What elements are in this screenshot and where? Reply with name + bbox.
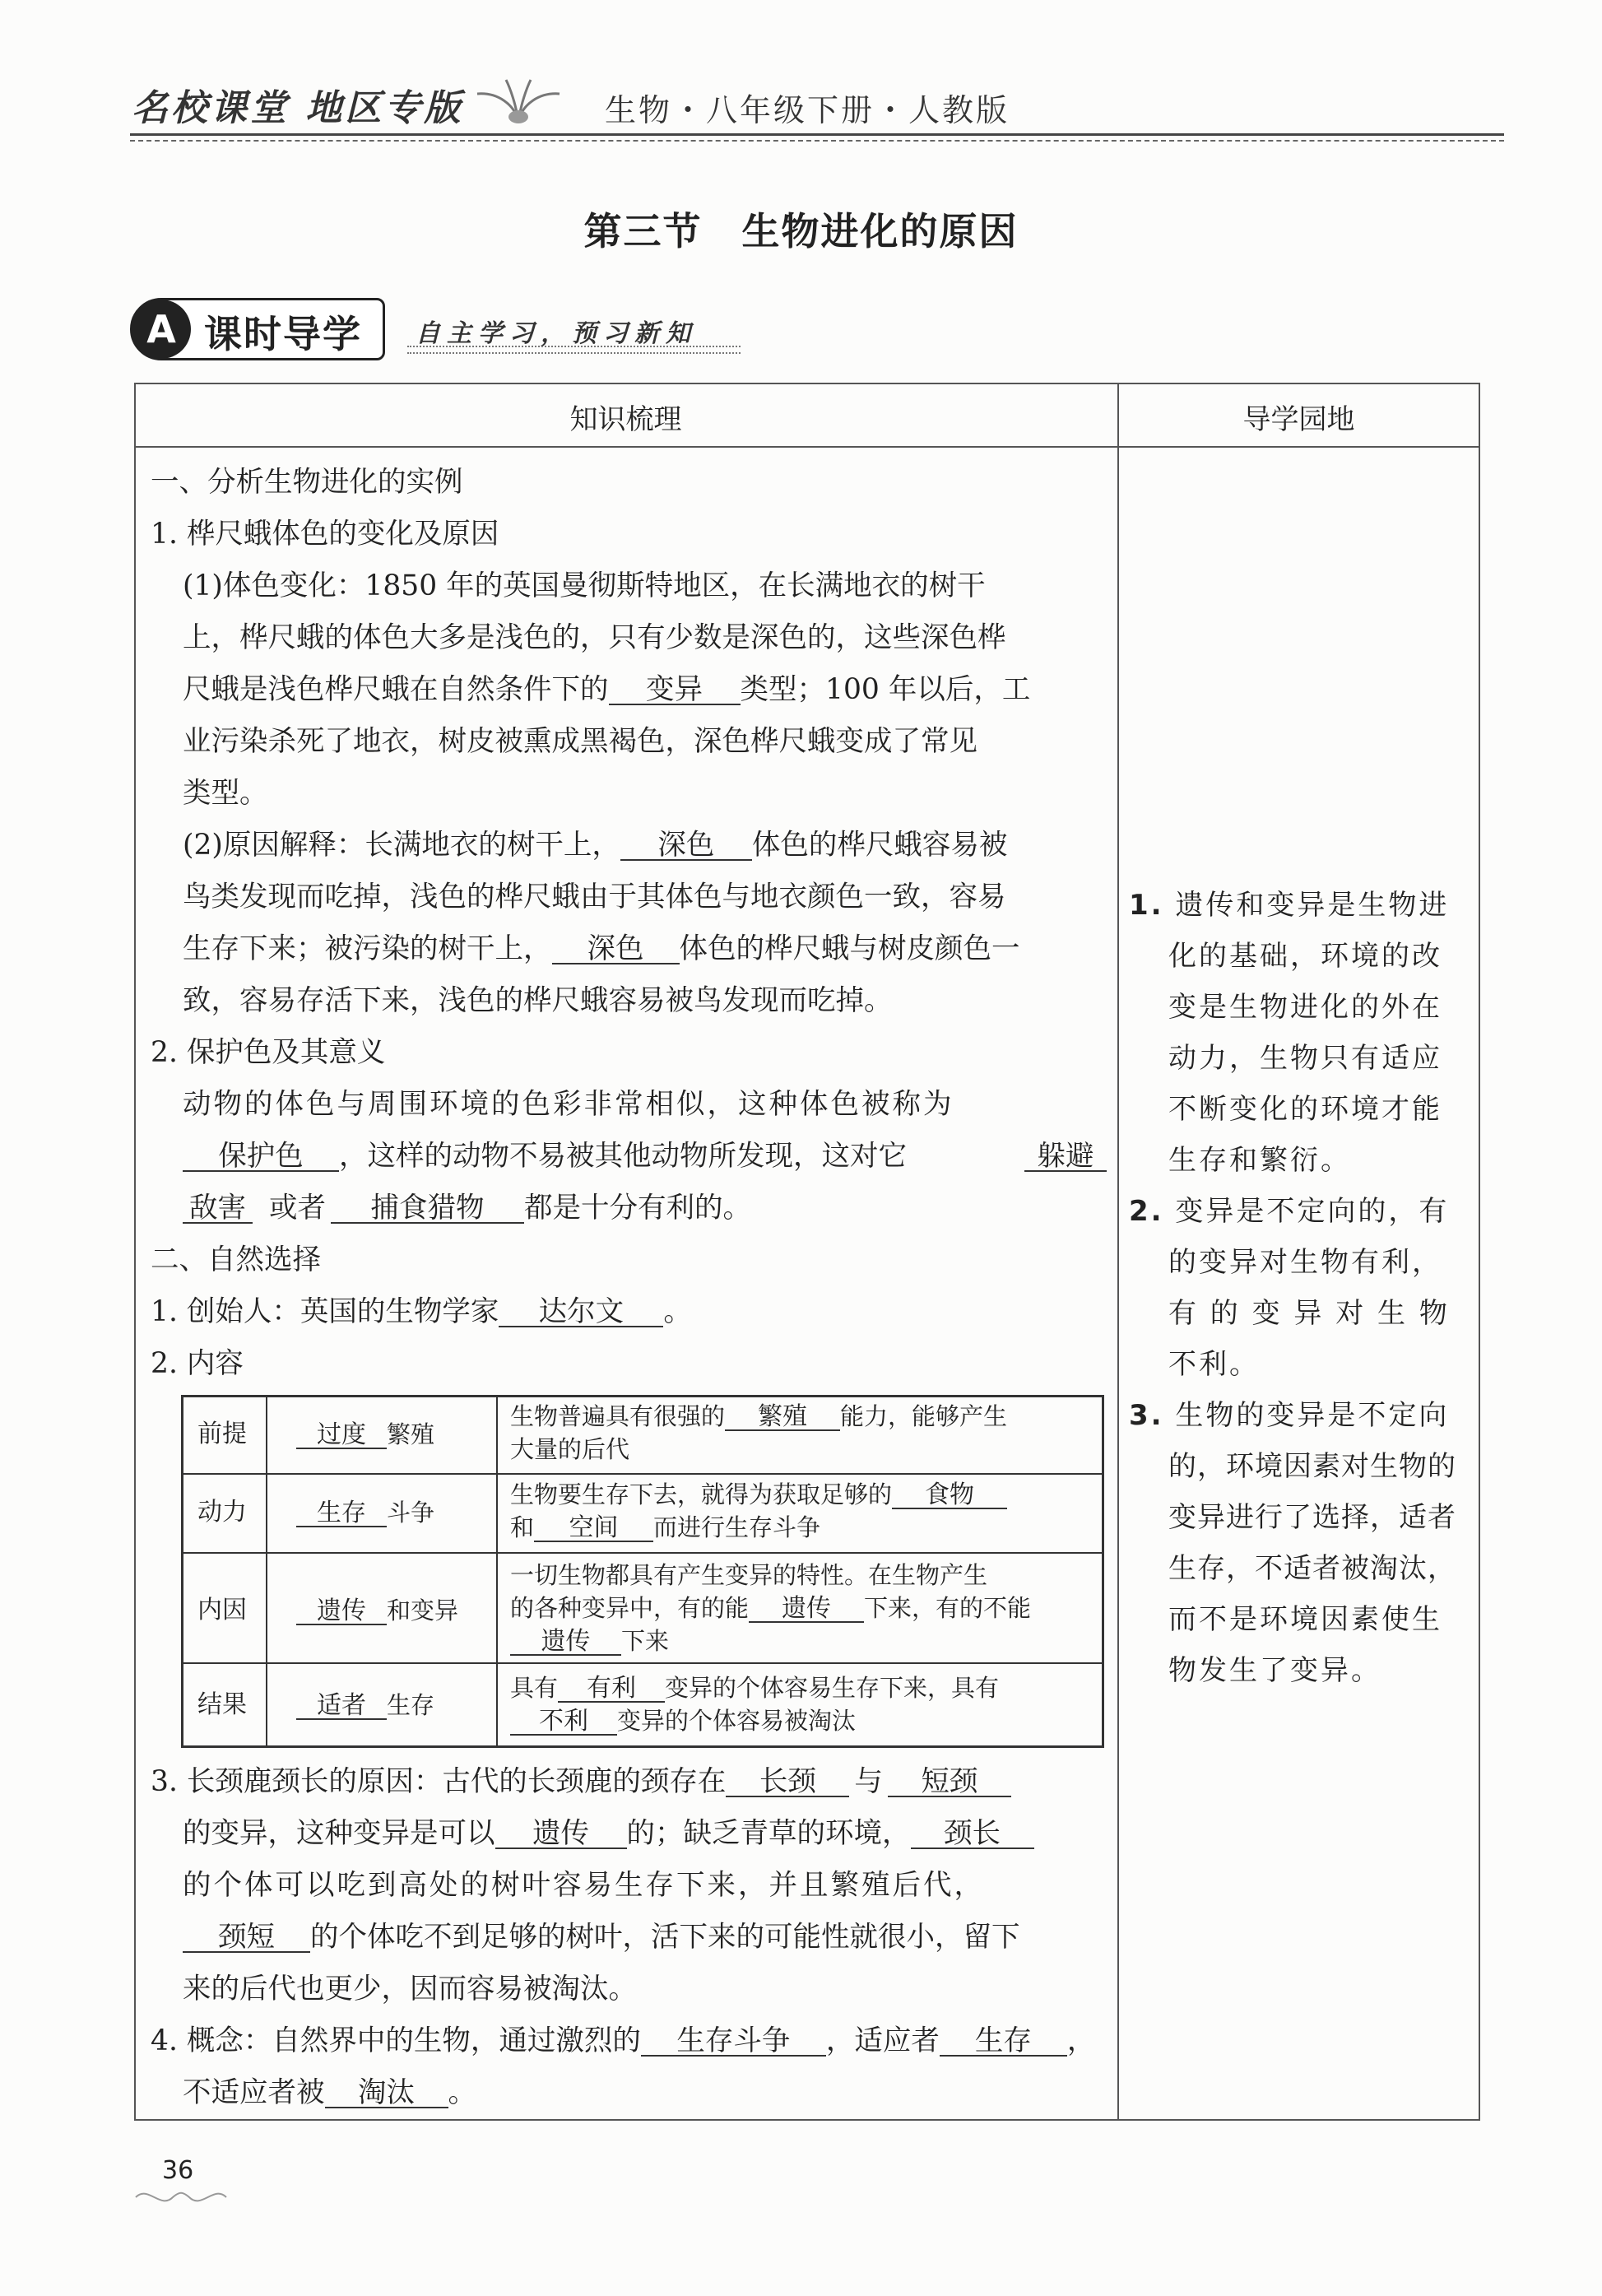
answer-blank: 适者: [296, 1694, 387, 1720]
row-divider: [181, 1662, 1104, 1664]
text-line: 保护色 ，这样的动物不易被其他动物所发现，这对它: [183, 1140, 907, 1173]
text-line: 敌害 或者 捕食猎物 都是十分有利的。: [183, 1192, 751, 1225]
row-desc: 和 空间 而进行生存斗争: [510, 1513, 821, 1542]
note-1: 1. 遗传和变异是生物进: [1129, 889, 1450, 922]
header-rule: [130, 133, 1504, 136]
col-divider: [266, 1395, 267, 1748]
note-line: 化的基础，环境的改: [1168, 940, 1442, 973]
note-line: 动力，生物只有适应: [1168, 1042, 1442, 1075]
row-term: 遗传 和变异: [296, 1595, 458, 1626]
text-line: 的个体可以吃到高处的树叶容易生存下来，并且繁殖后代，: [183, 1869, 985, 1902]
answer-blank: 遗传: [296, 1599, 387, 1625]
answer-blank: 不利: [510, 1709, 617, 1736]
answer-blank: 敌害: [183, 1194, 253, 1224]
text-line: 致，容易存活下来，浅色的桦尺蛾容易被鸟发现而吃掉。: [183, 984, 893, 1017]
row-desc: 遗传 下来: [510, 1625, 669, 1657]
table-header-rule: [134, 446, 1480, 448]
answer-blank: 遗传: [749, 1597, 864, 1623]
text-line: 生存下来；被污染的树干上， 深色 体色的桦尺蛾与树皮颜色一: [183, 932, 1020, 965]
answer-blank: 生存斗争: [641, 2027, 826, 2057]
text-line: 1. 创始人：英国的生物学家 达尔文 。: [151, 1295, 692, 1328]
note-line: 物发生了变异。: [1168, 1654, 1381, 1687]
text-line: 尺蛾是浅色桦尺蛾在自然条件下的 变异 类型；100 年以后，工: [183, 673, 1031, 706]
subsection-title: 1. 桦尺蛾体色的变化及原因: [151, 518, 499, 551]
column-header-knowledge: 知识梳理: [569, 403, 682, 436]
leaf-ornament-icon: [473, 76, 564, 128]
answer-blank: 达尔文: [499, 1298, 663, 1327]
row-desc: 具有 有利 变异的个体容易生存下来，具有: [510, 1674, 1000, 1703]
subsection-title: 2. 保护色及其意义: [151, 1036, 386, 1069]
text-line: 3. 长颈鹿颈长的原因：古代的长颈鹿的颈存在 长颈 与 短颈: [151, 1765, 1011, 1798]
note-line: 生存，不适者被淘汰，: [1168, 1552, 1456, 1585]
answer-blank: 深色: [552, 935, 680, 964]
text-line: 类型。: [183, 777, 268, 810]
text-line: 来的后代也更少，因而容易被淘汰。: [183, 1973, 637, 2006]
answer-blank: 有利: [558, 1676, 665, 1703]
row-desc: 生物普遍具有很强的 繁殖 能力，能够产生: [510, 1402, 1008, 1431]
answer-blank: 长颈: [726, 1768, 849, 1797]
note-line: 生存和繁衍。: [1168, 1144, 1351, 1177]
note-line: 而不是环境因素使生: [1168, 1603, 1442, 1636]
text-line: 鸟类发现而吃掉，浅色的桦尺蛾由于其体色与地衣颜色一致，容易: [183, 881, 1006, 913]
row-header: 动力: [197, 1498, 247, 1527]
text-line: 业污染杀死了地衣，树皮被熏成黑褐色，深色桦尺蛾变成了常见: [183, 725, 977, 758]
section-heading: 二、自然选择: [151, 1243, 321, 1276]
series-name: 名校课堂 地区专版: [132, 87, 464, 129]
page-number: 36: [162, 2156, 194, 2185]
subsection-title: 2. 内容: [151, 1347, 244, 1380]
answer-blank: 过度: [296, 1423, 387, 1449]
row-desc: 一切生物都具有产生变异的特性。在生物产生: [510, 1561, 988, 1589]
row-header: 内因: [197, 1596, 247, 1624]
column-header-guide: 导学园地: [1242, 403, 1355, 436]
row-desc: 不利 变异的个体容易被淘汰: [510, 1705, 856, 1736]
banner-dotted-rule: [407, 346, 741, 347]
table-divider: [1117, 383, 1119, 2121]
answer-blank: 食物: [892, 1483, 1007, 1509]
text-line: 不适应者被 淘汰 。: [183, 2076, 476, 2109]
page-title: 第三节 生物进化的原因: [583, 209, 1019, 253]
row-desc: 生物要生存下去，就得为获取足够的 食物: [510, 1479, 1007, 1510]
text-line: 动物的体色与周围环境的色彩非常相似，这种体色被称为: [183, 1088, 954, 1121]
answer-blank: 生存: [296, 1501, 387, 1527]
answer-blank: 遗传: [495, 1820, 627, 1849]
answer-blank: 颈短: [183, 1923, 310, 1953]
row-header: 前提: [197, 1420, 247, 1448]
text-line: 颈短 的个体吃不到足够的树叶，活下来的可能性就很小，留下: [183, 1921, 1020, 1954]
col-divider: [496, 1395, 498, 1748]
text-line: 4. 概念：自然界中的生物，通过激烈的 生存斗争 ，适应者 生存 ，: [151, 2024, 1096, 2057]
note-line: 不利。: [1168, 1348, 1260, 1381]
section-heading: 一、分析生物进化的实例: [151, 466, 463, 499]
answer-blank: 躲避: [1024, 1142, 1107, 1172]
header-dashed-rule: [130, 140, 1504, 142]
note-3: 3. 生物的变异是不定向: [1129, 1399, 1450, 1432]
note-2: 2. 变异是不定向的，有: [1129, 1195, 1450, 1228]
answer-blank: 保护色: [183, 1142, 339, 1172]
answer-blank: 深色: [620, 831, 752, 861]
note-line: 的变异对生物有利，: [1168, 1246, 1442, 1279]
text-line: (1)体色变化：1850 年的英国曼彻斯特地区，在长满地衣的树干: [183, 569, 986, 602]
section-title: 课时导学: [204, 312, 362, 356]
row-term: 过度 繁殖: [296, 1419, 434, 1450]
answer-blank: 繁殖: [725, 1405, 840, 1431]
answer-blank: 生存: [940, 2027, 1067, 2057]
note-line: 不断变化的环境才能: [1168, 1093, 1442, 1126]
banner-dotted-rule: [407, 352, 741, 354]
answer-blank: 遗传: [510, 1629, 621, 1656]
text-line: [1024, 1140, 1107, 1173]
answer-blank: 捕食猎物: [331, 1194, 524, 1224]
answer-blank: 空间: [534, 1516, 653, 1542]
answer-blank: 变异: [609, 676, 741, 705]
answer-blank: 淘汰: [325, 2079, 448, 2108]
section-letter: A: [132, 300, 191, 359]
text-line: 的变异，这种变异是可以 遗传 的；缺乏青草的环境， 颈长: [183, 1817, 1034, 1850]
row-term: 生存 斗争: [296, 1497, 434, 1528]
note-line: 变异进行了选择，适者: [1168, 1501, 1456, 1534]
text-line: 上，桦尺蛾的体色大多是浅色的，只有少数是深色的，这些深色桦: [183, 621, 1006, 654]
swirl-ornament-icon: [132, 2185, 230, 2213]
row-divider: [181, 1552, 1104, 1554]
row-header: 结果: [197, 1690, 247, 1719]
note-line: 变是生物进化的外在: [1168, 991, 1442, 1024]
note-line: 有 的 变 异 对 生 物: [1168, 1297, 1450, 1330]
row-desc: 大量的后代: [510, 1435, 630, 1463]
section-subtitle: 自主学习，预习新知: [416, 319, 697, 348]
row-desc: 的各种变异中，有的能 遗传 下来，有的不能: [510, 1594, 1032, 1623]
text-line: (2)原因解释：长满地衣的树干上， 深色 体色的桦尺蛾容易被: [183, 829, 1008, 862]
row-divider: [181, 1473, 1104, 1475]
answer-blank: 短颈: [888, 1768, 1011, 1797]
row-term: 适者 生存: [296, 1689, 434, 1721]
subject-info: 生物・八年级下册・人教版: [605, 92, 1010, 128]
note-line: 的，环境因素对生物的: [1168, 1450, 1456, 1483]
answer-blank: 颈长: [911, 1820, 1034, 1849]
